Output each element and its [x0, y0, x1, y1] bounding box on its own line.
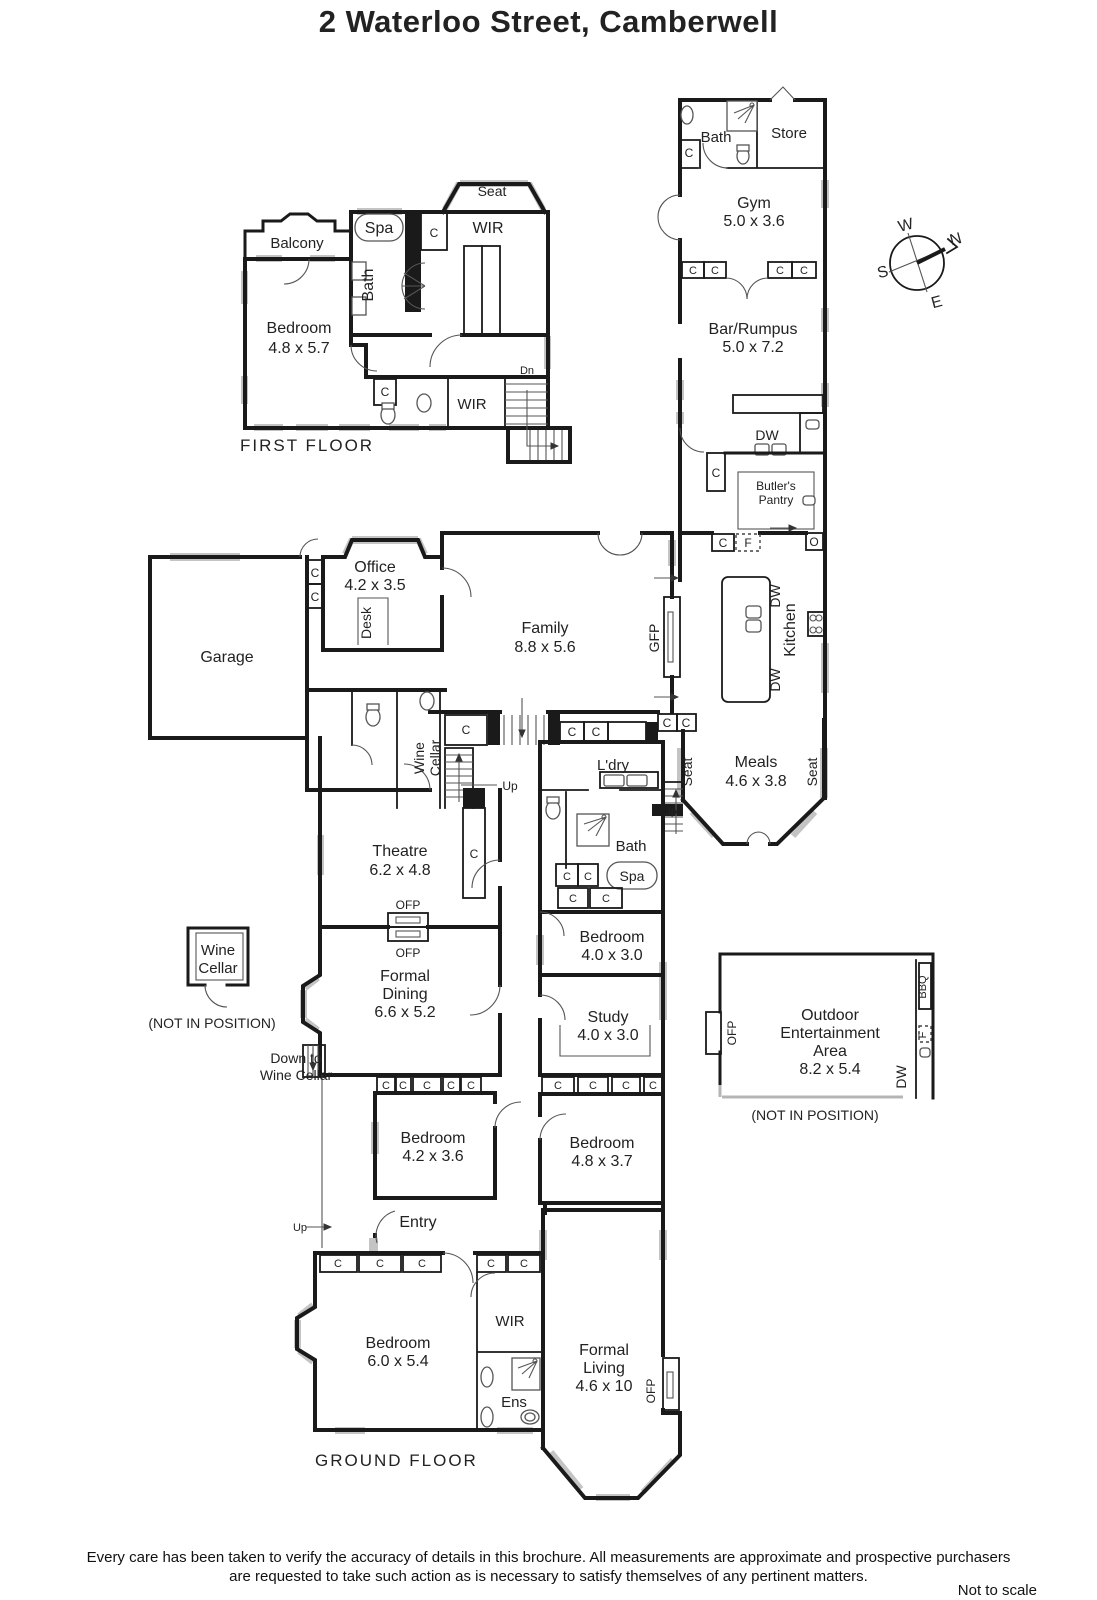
formal-living-l2: Living	[583, 1360, 625, 1377]
ofp-label: OFP	[644, 1378, 658, 1404]
garage-label: Garage	[200, 649, 254, 666]
page-title: 2 Waterloo Street, Camberwell	[318, 4, 779, 39]
dw-label: DW	[755, 427, 779, 443]
kitchen-label: Kitchen	[782, 603, 799, 657]
bedroom-ff-name: Bedroom	[266, 320, 332, 337]
closet-label: C	[718, 536, 728, 550]
closet-label: C	[711, 265, 719, 277]
family-dims: 8.8 x 5.6	[514, 639, 576, 656]
formal-living-l1: Formal	[579, 1342, 629, 1359]
study-dims: 4.0 x 3.0	[577, 1027, 639, 1044]
seat-label: Seat	[679, 757, 695, 787]
study-name: Study	[587, 1009, 629, 1026]
closet-label: C	[423, 1080, 431, 1092]
meals-name: Meals	[734, 754, 778, 771]
bedroom42-name: Bedroom	[400, 1130, 466, 1147]
bar-rumpus-dims: 5.0 x 7.2	[722, 339, 784, 356]
bbq-label: BBQ	[917, 975, 929, 999]
closet-label: C	[382, 1080, 390, 1092]
closet-label: C	[461, 723, 471, 737]
up-label: Up	[662, 806, 678, 818]
bath2-label: Bath	[700, 129, 732, 146]
compass-s: S	[875, 263, 891, 283]
closet-label: C	[569, 893, 577, 905]
dining-l2: Dining	[382, 986, 428, 1003]
closet-label: C	[376, 1258, 384, 1270]
wine-cellar-l1: Wine	[411, 742, 427, 774]
bar-rumpus-name: Bar/Rumpus	[708, 321, 798, 338]
ofp-label: OFP	[395, 898, 421, 912]
closet-label: C	[591, 725, 601, 739]
not-in-position-label-2: (NOT IN POSITION)	[751, 1107, 879, 1123]
wir-label: WIR	[472, 220, 504, 237]
butlers-l2: Pantry	[758, 493, 794, 507]
desk-label: Desk	[358, 607, 374, 639]
not-in-position-label: (NOT IN POSITION)	[148, 1015, 276, 1031]
compass-n: N	[948, 229, 964, 250]
gym-dims: 5.0 x 3.6	[723, 213, 785, 230]
closet-label: C	[776, 265, 784, 277]
closet-label: C	[662, 716, 672, 730]
bedroom40-name: Bedroom	[579, 929, 645, 946]
store-label: Store	[771, 125, 807, 142]
up-label: Up	[292, 1222, 308, 1234]
closet-label: C	[689, 265, 697, 277]
balcony-label: Balcony	[270, 235, 324, 252]
fridge-label: F	[917, 1031, 929, 1039]
closet-label: C	[563, 871, 571, 883]
closet-label: C	[418, 1258, 426, 1270]
center-wing	[148, 533, 690, 1355]
closet-label: C	[487, 1258, 495, 1270]
butlers-l1: Butler's	[756, 479, 796, 493]
wine-cellar-callout-l1: Wine	[200, 942, 236, 959]
gym-name: Gym	[737, 195, 771, 212]
seat-label: Seat	[477, 183, 507, 199]
outdoor-dims: 8.2 x 5.4	[799, 1061, 861, 1078]
wine-cellar-l2: Cellar	[427, 739, 443, 777]
closet-label: C	[649, 1080, 657, 1092]
closet-label: C	[800, 265, 808, 277]
dw-label: DW	[767, 668, 783, 692]
entry-label: Entry	[399, 1214, 437, 1231]
dining-l1: Formal	[380, 968, 430, 985]
closet-label: C	[520, 1258, 528, 1270]
spa2-label: Spa	[619, 868, 645, 884]
dw-label: DW	[767, 584, 783, 608]
seat-label: Seat	[804, 757, 820, 787]
bedroom48-dims: 4.8 x 3.7	[571, 1153, 633, 1170]
outdoor-l1: Outdoor	[801, 1007, 859, 1024]
ofp-label: OFP	[395, 946, 421, 960]
outdoor-l2: Entertainment	[780, 1025, 880, 1042]
meals-dims: 4.6 x 3.8	[725, 773, 787, 790]
office-name: Office	[354, 559, 396, 576]
up-label: Up	[502, 779, 518, 793]
ofp-label: OFP	[725, 1020, 739, 1046]
dining-dims: 6.6 x 5.2	[374, 1004, 436, 1021]
down-to-l1: Down to	[270, 1050, 322, 1066]
office-dims: 4.2 x 3.5	[344, 577, 406, 594]
closet-label: C	[447, 1080, 455, 1092]
closet-label: C	[469, 847, 479, 861]
disclaimer-line2: are requested to take such action as is necessary to satisfy themselves of any pertinent matters.	[229, 1568, 868, 1585]
first-floor-label: FIRST FLOOR	[240, 436, 375, 455]
laundry-label: L'dry	[596, 757, 630, 774]
closet-label: C	[334, 1258, 342, 1270]
theatre-name: Theatre	[372, 843, 428, 860]
family-name: Family	[521, 620, 569, 637]
not-to-scale-label: Not to scale	[957, 1582, 1037, 1599]
bedroom-ff-dims: 4.8 x 5.7	[268, 340, 330, 357]
closet-label: C	[554, 1080, 562, 1092]
closet-label: C	[602, 893, 610, 905]
closet-label: C	[467, 1080, 475, 1092]
outdoor-l3: Area	[813, 1043, 847, 1060]
wir3-label: WIR	[495, 1313, 525, 1330]
wine-cellar-callout-l2: Cellar	[198, 960, 238, 977]
theatre-dims: 6.2 x 4.8	[369, 862, 431, 879]
compass-w: W	[896, 215, 916, 236]
closet-label: C	[684, 146, 694, 160]
closet-label: C	[399, 1080, 407, 1092]
compass-e: E	[929, 293, 945, 313]
gfp-label: GFP	[646, 623, 662, 653]
north-wing	[652, 87, 829, 844]
closet-label: C	[622, 1080, 630, 1092]
closet-label: C	[681, 716, 691, 730]
compass-icon	[875, 215, 963, 312]
first-floor-plan	[240, 180, 570, 462]
bedroom60-name: Bedroom	[365, 1335, 431, 1352]
closet-label: C	[567, 725, 577, 739]
bedroom42-dims: 4.2 x 3.6	[402, 1148, 464, 1165]
ens-label: Ens	[501, 1394, 527, 1411]
bath-label: Bath	[360, 268, 377, 302]
formal-living-dims: 4.6 x 10	[575, 1378, 633, 1395]
oven-label: O	[809, 535, 819, 549]
disclaimer-line1: Every care has been taken to verify the accuracy of details in this brochure. All measurements are approximate and prospective purchasers	[86, 1549, 1011, 1566]
closet-label: C	[429, 226, 439, 240]
bath3-label: Bath	[615, 838, 647, 855]
dw-label: DW	[893, 1065, 909, 1089]
closet-label: C	[310, 590, 320, 604]
bedroom60-dims: 6.0 x 5.4	[367, 1353, 429, 1370]
ground-floor-label: GROUND FLOOR	[315, 1451, 478, 1470]
dn-label: Dn	[519, 365, 535, 377]
fridge-label: F	[744, 536, 752, 550]
closet-label: C	[589, 1080, 597, 1092]
closet-label: C	[380, 385, 390, 399]
wir2-label: WIR	[457, 396, 487, 413]
closet-label: C	[711, 466, 721, 480]
closet-label: C	[584, 871, 592, 883]
spa-label: Spa	[364, 220, 394, 237]
down-to-l2: Wine Cellar	[259, 1067, 333, 1083]
closet-label: C	[310, 566, 320, 580]
bedroom40-dims: 4.0 x 3.0	[581, 947, 643, 964]
bedroom48-name: Bedroom	[569, 1135, 635, 1152]
